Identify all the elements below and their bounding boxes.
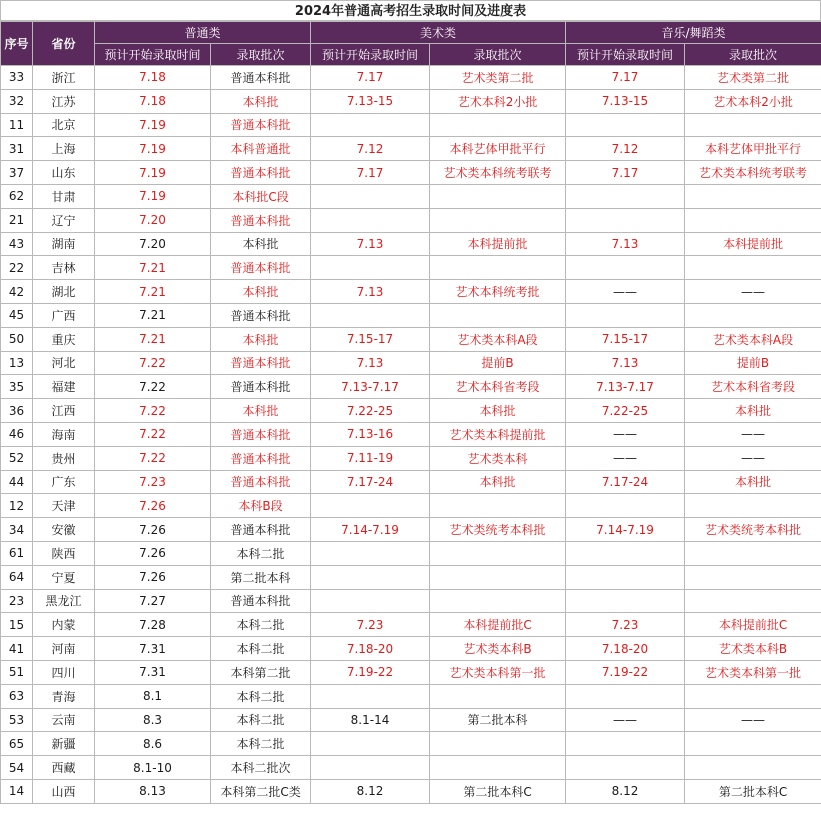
cell-general-time: 7.20 <box>95 232 211 256</box>
cell-general-time: 7.19 <box>95 161 211 185</box>
cell-music-batch <box>685 541 821 565</box>
cell-art-time: 7.11-19 <box>311 446 430 470</box>
cell-general-time: 7.21 <box>95 280 211 304</box>
cell-seq: 51 <box>1 660 33 684</box>
cell-province: 福建 <box>33 375 95 399</box>
cell-province: 江苏 <box>33 89 95 113</box>
cell-seq: 23 <box>1 589 33 613</box>
cell-art-time: 7.15-17 <box>311 327 430 351</box>
cell-art-time: 7.19-22 <box>311 660 430 684</box>
cell-music-batch: 第二批本科C <box>685 779 821 803</box>
cell-music-time: 7.17 <box>566 161 685 185</box>
cell-music-batch <box>685 256 821 280</box>
cell-music-time <box>566 208 685 232</box>
cell-music-time: 7.22-25 <box>566 399 685 423</box>
cell-art-batch: 艺术本科省考段 <box>430 375 566 399</box>
cell-art-batch: 本科提前批 <box>430 232 566 256</box>
cell-music-batch <box>685 756 821 780</box>
cell-province: 甘肃 <box>33 184 95 208</box>
table-header <box>1 22 821 66</box>
table-title: 2024年普通高考招生录取时间及进度表 <box>0 0 821 21</box>
cell-province: 天津 <box>33 494 95 518</box>
table-row <box>1 208 821 232</box>
cell-seq: 15 <box>1 613 33 637</box>
cell-province: 陕西 <box>33 541 95 565</box>
cell-general-time: 7.19 <box>95 137 211 161</box>
cell-art-time: 7.17-24 <box>311 470 430 494</box>
cell-seq: 50 <box>1 327 33 351</box>
cell-seq: 36 <box>1 399 33 423</box>
cell-seq: 35 <box>1 375 33 399</box>
cell-art-time <box>311 684 430 708</box>
table-row <box>1 470 821 494</box>
cell-music-time <box>566 494 685 518</box>
cell-general-batch: 本科批 <box>211 280 311 304</box>
cell-general-time: 8.6 <box>95 732 211 756</box>
cell-music-batch: 艺术类本科A段 <box>685 327 821 351</box>
cell-music-batch: —— <box>685 422 821 446</box>
cell-general-time: 7.28 <box>95 613 211 637</box>
cell-music-time: —— <box>566 708 685 732</box>
cell-art-batch <box>430 494 566 518</box>
cell-art-time <box>311 494 430 518</box>
table-row <box>1 422 821 446</box>
cell-general-time: 7.22 <box>95 446 211 470</box>
cell-general-time: 7.19 <box>95 184 211 208</box>
cell-art-time <box>311 256 430 280</box>
cell-general-batch: 普通本科批 <box>211 208 311 232</box>
cell-music-batch: 本科批 <box>685 470 821 494</box>
cell-music-time: —— <box>566 446 685 470</box>
cell-seq: 12 <box>1 494 33 518</box>
cell-province: 浙江 <box>33 66 95 90</box>
cell-art-time: 7.13-15 <box>311 89 430 113</box>
cell-art-time: 7.13-16 <box>311 422 430 446</box>
cell-seq: 41 <box>1 637 33 661</box>
cell-music-time: 7.18-20 <box>566 637 685 661</box>
cell-province: 湖北 <box>33 280 95 304</box>
table-row <box>1 494 821 518</box>
cell-seq: 46 <box>1 422 33 446</box>
cell-seq: 65 <box>1 732 33 756</box>
cell-general-time: 7.27 <box>95 589 211 613</box>
cell-music-batch: —— <box>685 708 821 732</box>
cell-seq: 34 <box>1 518 33 542</box>
cell-music-batch: 本科艺体甲批平行 <box>685 137 821 161</box>
cell-general-batch: 本科B段 <box>211 494 311 518</box>
cell-music-batch: 提前B <box>685 351 821 375</box>
cell-general-batch: 普通本科批 <box>211 446 311 470</box>
cell-music-time: 7.13-15 <box>566 89 685 113</box>
cell-province: 广西 <box>33 303 95 327</box>
cell-seq: 52 <box>1 446 33 470</box>
table-row <box>1 89 821 113</box>
table-row <box>1 113 821 137</box>
cell-art-batch <box>430 303 566 327</box>
cell-seq: 11 <box>1 113 33 137</box>
cell-general-time: 7.19 <box>95 113 211 137</box>
cell-general-time: 7.22 <box>95 399 211 423</box>
cell-art-time: 8.12 <box>311 779 430 803</box>
cell-general-time: 7.26 <box>95 565 211 589</box>
cell-music-time: —— <box>566 422 685 446</box>
cell-art-batch: 艺术本科统考批 <box>430 280 566 304</box>
cell-seq: 21 <box>1 208 33 232</box>
cell-general-batch: 本科批 <box>211 327 311 351</box>
cell-general-time: 7.23 <box>95 470 211 494</box>
cell-music-batch <box>685 684 821 708</box>
cell-seq: 45 <box>1 303 33 327</box>
cell-general-batch: 本科普通批 <box>211 137 311 161</box>
cell-music-batch: 艺术本科省考段 <box>685 375 821 399</box>
cell-art-batch: 艺术类本科A段 <box>430 327 566 351</box>
cell-music-time <box>566 565 685 589</box>
cell-province: 内蒙 <box>33 613 95 637</box>
cell-art-time <box>311 113 430 137</box>
cell-general-batch: 普通本科批 <box>211 161 311 185</box>
cell-music-time: 7.13-7.17 <box>566 375 685 399</box>
cell-general-batch: 普通本科批 <box>211 66 311 90</box>
cell-province: 西藏 <box>33 756 95 780</box>
cell-general-batch: 本科二批 <box>211 637 311 661</box>
cell-general-batch: 本科批 <box>211 232 311 256</box>
cell-province: 重庆 <box>33 327 95 351</box>
cell-art-batch <box>430 256 566 280</box>
cell-seq: 22 <box>1 256 33 280</box>
header-group-music-dance: 音乐/舞蹈类 <box>566 22 821 44</box>
cell-art-batch: 艺术类第二批 <box>430 66 566 90</box>
cell-art-time <box>311 732 430 756</box>
cell-province: 四川 <box>33 660 95 684</box>
table-row <box>1 137 821 161</box>
header-general-batch: 录取批次 <box>211 44 311 66</box>
cell-seq: 42 <box>1 280 33 304</box>
cell-music-batch <box>685 494 821 518</box>
cell-art-batch: 第二批本科 <box>430 708 566 732</box>
cell-art-batch <box>430 684 566 708</box>
cell-art-batch: 本科批 <box>430 399 566 423</box>
header-group-art: 美术类 <box>311 22 566 44</box>
cell-province: 宁夏 <box>33 565 95 589</box>
cell-general-time: 7.22 <box>95 351 211 375</box>
cell-general-time: 7.21 <box>95 256 211 280</box>
cell-music-batch: 艺术类本科统考联考 <box>685 161 821 185</box>
cell-art-batch: 艺术类统考本科批 <box>430 518 566 542</box>
cell-province: 海南 <box>33 422 95 446</box>
cell-music-batch <box>685 303 821 327</box>
table-row <box>1 589 821 613</box>
cell-art-batch <box>430 732 566 756</box>
cell-province: 黑龙江 <box>33 589 95 613</box>
table-row <box>1 399 821 423</box>
cell-general-batch: 普通本科批 <box>211 113 311 137</box>
cell-province: 辽宁 <box>33 208 95 232</box>
cell-seq: 53 <box>1 708 33 732</box>
cell-art-time: 7.13 <box>311 351 430 375</box>
cell-art-batch: 提前B <box>430 351 566 375</box>
cell-music-batch <box>685 589 821 613</box>
cell-music-time <box>566 184 685 208</box>
cell-art-time: 7.13-7.17 <box>311 375 430 399</box>
cell-province: 上海 <box>33 137 95 161</box>
cell-general-batch: 本科二批 <box>211 684 311 708</box>
table-row <box>1 613 821 637</box>
table-body <box>1 66 821 804</box>
cell-art-time <box>311 184 430 208</box>
cell-music-time <box>566 756 685 780</box>
cell-art-time: 7.17 <box>311 66 430 90</box>
cell-seq: 32 <box>1 89 33 113</box>
cell-art-time: 8.1-14 <box>311 708 430 732</box>
cell-general-batch: 本科二批 <box>211 613 311 637</box>
table-row <box>1 66 821 90</box>
cell-music-batch: —— <box>685 446 821 470</box>
cell-province: 云南 <box>33 708 95 732</box>
cell-art-batch <box>430 208 566 232</box>
cell-province: 河北 <box>33 351 95 375</box>
cell-music-batch: 本科提前批 <box>685 232 821 256</box>
cell-art-time <box>311 303 430 327</box>
cell-art-batch: 第二批本科C <box>430 779 566 803</box>
cell-general-batch: 本科第二批C类 <box>211 779 311 803</box>
header-seq: 序号 <box>1 22 33 66</box>
cell-music-time <box>566 113 685 137</box>
cell-province: 广东 <box>33 470 95 494</box>
table-row <box>1 351 821 375</box>
cell-general-batch: 普通本科批 <box>211 422 311 446</box>
cell-art-batch: 本科批 <box>430 470 566 494</box>
cell-seq: 33 <box>1 66 33 90</box>
cell-general-batch: 普通本科批 <box>211 518 311 542</box>
cell-general-batch: 普通本科批 <box>211 375 311 399</box>
cell-music-batch: 艺术类本科B <box>685 637 821 661</box>
cell-seq: 14 <box>1 779 33 803</box>
cell-province: 新疆 <box>33 732 95 756</box>
cell-music-batch <box>685 565 821 589</box>
cell-general-time: 7.26 <box>95 541 211 565</box>
cell-art-time <box>311 565 430 589</box>
table-row <box>1 565 821 589</box>
cell-art-time <box>311 208 430 232</box>
cell-seq: 61 <box>1 541 33 565</box>
cell-music-batch <box>685 184 821 208</box>
cell-seq: 37 <box>1 161 33 185</box>
header-general-time: 预计开始录取时间 <box>95 44 211 66</box>
cell-province: 江西 <box>33 399 95 423</box>
cell-general-time: 7.21 <box>95 303 211 327</box>
cell-art-batch: 艺术本科2小批 <box>430 89 566 113</box>
cell-art-time: 7.13 <box>311 280 430 304</box>
cell-general-time: 7.26 <box>95 518 211 542</box>
cell-general-time: 7.18 <box>95 89 211 113</box>
cell-general-time: 7.22 <box>95 375 211 399</box>
table-row <box>1 708 821 732</box>
cell-music-time: 7.17-24 <box>566 470 685 494</box>
cell-general-time: 8.1-10 <box>95 756 211 780</box>
cell-seq: 64 <box>1 565 33 589</box>
cell-general-batch: 本科第二批 <box>211 660 311 684</box>
cell-music-time <box>566 541 685 565</box>
table-row <box>1 756 821 780</box>
cell-music-time: 7.14-7.19 <box>566 518 685 542</box>
cell-art-time <box>311 541 430 565</box>
cell-province: 贵州 <box>33 446 95 470</box>
cell-general-time: 7.18 <box>95 66 211 90</box>
cell-seq: 62 <box>1 184 33 208</box>
cell-music-time: 7.13 <box>566 232 685 256</box>
cell-general-batch: 本科批 <box>211 399 311 423</box>
cell-seq: 13 <box>1 351 33 375</box>
table-row <box>1 280 821 304</box>
table-row <box>1 303 821 327</box>
table-row <box>1 446 821 470</box>
cell-general-batch: 本科二批 <box>211 541 311 565</box>
cell-music-batch: 艺术类统考本科批 <box>685 518 821 542</box>
cell-art-batch: 本科提前批C <box>430 613 566 637</box>
cell-art-time <box>311 589 430 613</box>
cell-general-time: 7.31 <box>95 637 211 661</box>
cell-province: 河南 <box>33 637 95 661</box>
cell-music-time <box>566 684 685 708</box>
cell-art-batch <box>430 589 566 613</box>
cell-art-batch: 艺术类本科B <box>430 637 566 661</box>
cell-music-batch: 艺术类本科第一批 <box>685 660 821 684</box>
cell-general-batch: 普通本科批 <box>211 303 311 327</box>
cell-province: 山东 <box>33 161 95 185</box>
cell-art-time: 7.12 <box>311 137 430 161</box>
cell-music-time: 7.12 <box>566 137 685 161</box>
table-row <box>1 779 821 803</box>
cell-music-batch: 本科批 <box>685 399 821 423</box>
cell-seq: 63 <box>1 684 33 708</box>
cell-province: 山西 <box>33 779 95 803</box>
cell-music-time: 7.17 <box>566 66 685 90</box>
cell-province: 北京 <box>33 113 95 137</box>
cell-seq: 43 <box>1 232 33 256</box>
table-row <box>1 232 821 256</box>
cell-art-batch <box>430 113 566 137</box>
cell-general-batch: 本科二批 <box>211 708 311 732</box>
cell-general-time: 7.20 <box>95 208 211 232</box>
cell-general-batch: 本科批 <box>211 89 311 113</box>
cell-art-batch <box>430 565 566 589</box>
cell-art-time: 7.14-7.19 <box>311 518 430 542</box>
cell-general-batch: 普通本科批 <box>211 589 311 613</box>
cell-music-batch: 本科提前批C <box>685 613 821 637</box>
cell-general-batch: 第二批本科 <box>211 565 311 589</box>
cell-general-time: 7.21 <box>95 327 211 351</box>
cell-music-time: 7.15-17 <box>566 327 685 351</box>
cell-art-batch <box>430 184 566 208</box>
cell-music-batch: 艺术本科2小批 <box>685 89 821 113</box>
cell-art-time: 7.22-25 <box>311 399 430 423</box>
cell-art-batch <box>430 756 566 780</box>
cell-general-time: 7.26 <box>95 494 211 518</box>
cell-music-batch <box>685 732 821 756</box>
cell-music-batch <box>685 113 821 137</box>
cell-music-time: 8.12 <box>566 779 685 803</box>
cell-music-time <box>566 589 685 613</box>
cell-music-time <box>566 732 685 756</box>
table-row <box>1 256 821 280</box>
table-row <box>1 375 821 399</box>
header-group-general: 普通类 <box>95 22 311 44</box>
cell-seq: 44 <box>1 470 33 494</box>
cell-art-time: 7.18-20 <box>311 637 430 661</box>
cell-music-time <box>566 303 685 327</box>
table-row <box>1 161 821 185</box>
cell-art-batch: 艺术类本科提前批 <box>430 422 566 446</box>
table-row <box>1 327 821 351</box>
cell-music-time <box>566 256 685 280</box>
cell-general-batch: 普通本科批 <box>211 470 311 494</box>
table-row <box>1 541 821 565</box>
cell-seq: 31 <box>1 137 33 161</box>
cell-music-batch: 艺术类第二批 <box>685 66 821 90</box>
cell-general-time: 8.13 <box>95 779 211 803</box>
admission-schedule-table <box>0 21 821 804</box>
table-row <box>1 732 821 756</box>
cell-general-time: 7.22 <box>95 422 211 446</box>
header-art-batch: 录取批次 <box>430 44 566 66</box>
cell-music-time: —— <box>566 280 685 304</box>
table-row <box>1 637 821 661</box>
table-row <box>1 184 821 208</box>
cell-province: 安徽 <box>33 518 95 542</box>
cell-music-batch: —— <box>685 280 821 304</box>
cell-art-batch: 本科艺体甲批平行 <box>430 137 566 161</box>
cell-art-time: 7.23 <box>311 613 430 637</box>
cell-music-time: 7.19-22 <box>566 660 685 684</box>
cell-art-batch: 艺术类本科 <box>430 446 566 470</box>
cell-music-batch <box>685 208 821 232</box>
cell-general-time: 8.1 <box>95 684 211 708</box>
cell-art-batch: 艺术类本科第一批 <box>430 660 566 684</box>
cell-music-time: 7.13 <box>566 351 685 375</box>
cell-province: 青海 <box>33 684 95 708</box>
cell-art-time: 7.17 <box>311 161 430 185</box>
cell-general-batch: 本科批C段 <box>211 184 311 208</box>
cell-art-batch <box>430 541 566 565</box>
table-row <box>1 518 821 542</box>
cell-general-batch: 普通本科批 <box>211 351 311 375</box>
cell-general-batch: 普通本科批 <box>211 256 311 280</box>
cell-general-time: 8.3 <box>95 708 211 732</box>
cell-art-batch: 艺术类本科统考联考 <box>430 161 566 185</box>
cell-general-batch: 本科二批 <box>211 732 311 756</box>
header-music-batch: 录取批次 <box>685 44 821 66</box>
cell-music-time: 7.23 <box>566 613 685 637</box>
cell-seq: 54 <box>1 756 33 780</box>
cell-art-time: 7.13 <box>311 232 430 256</box>
table-row <box>1 660 821 684</box>
header-province: 省份 <box>33 22 95 66</box>
cell-province: 湖南 <box>33 232 95 256</box>
cell-province: 吉林 <box>33 256 95 280</box>
cell-general-batch: 本科二批次 <box>211 756 311 780</box>
cell-art-time <box>311 756 430 780</box>
header-art-time: 预计开始录取时间 <box>311 44 430 66</box>
cell-general-time: 7.31 <box>95 660 211 684</box>
table-row <box>1 684 821 708</box>
header-music-time: 预计开始录取时间 <box>566 44 685 66</box>
